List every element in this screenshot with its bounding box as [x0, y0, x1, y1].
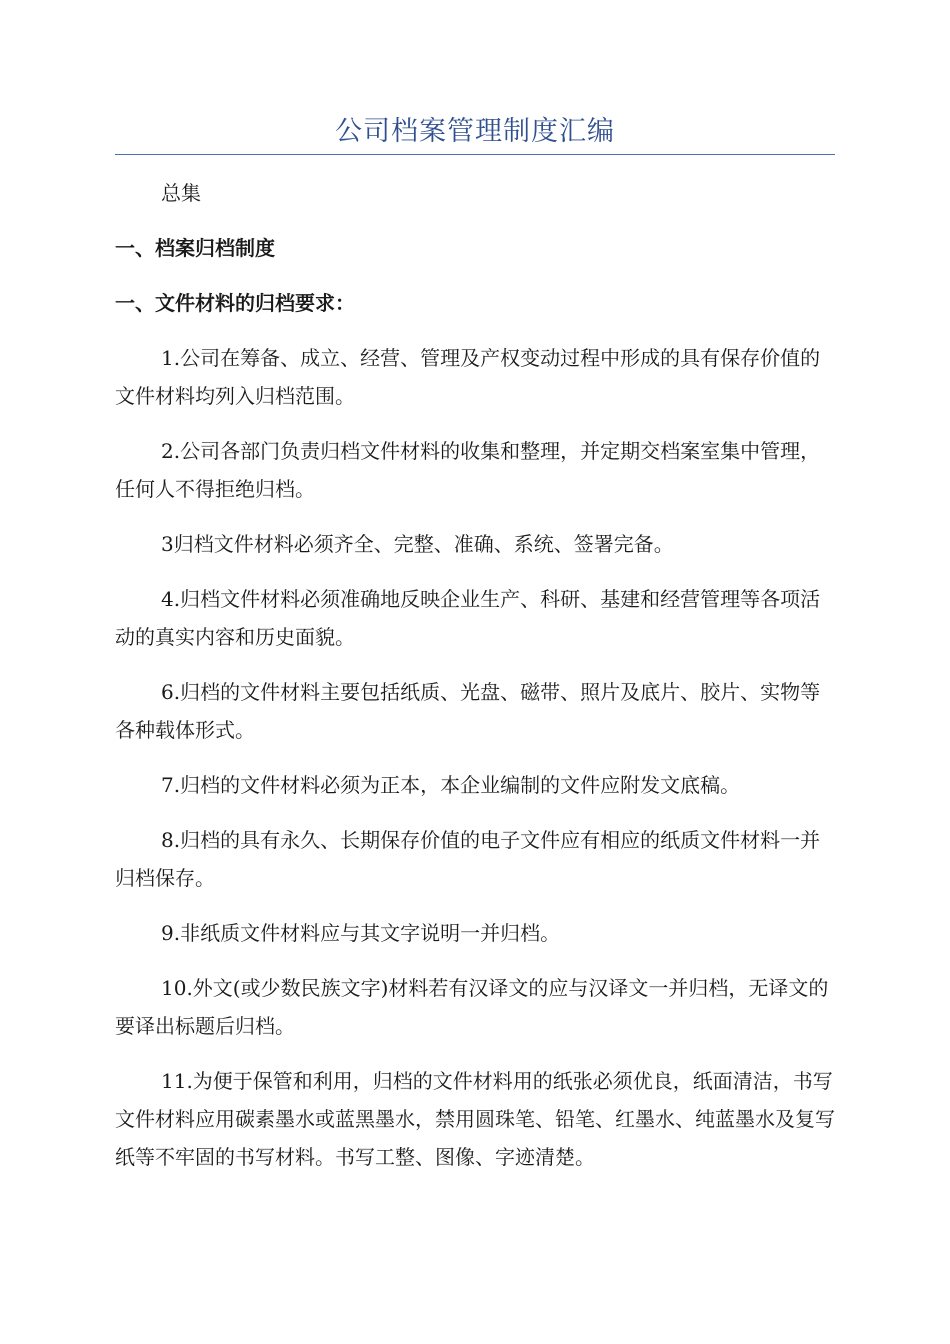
- collection-label: 总集: [161, 181, 201, 205]
- paragraph: 11.为便于保管和利用，归档的文件材料用的纸张必须优良，纸面清洁，书写文件材料应用碳素墨水或蓝黑墨水，禁用圆珠笔、铅笔、红墨水、纯蓝墨水及复写纸等不牢固的书写材料。书写工整、图像、字迹清楚。: [115, 1069, 835, 1169]
- title-underline: [115, 154, 835, 155]
- paragraph: 1.公司在筹备、成立、经营、管理及产权变动过程中形成的具有保存价值的文件材料均列入归档范围。: [115, 346, 821, 408]
- paragraph: 10.外文(或少数民族文字)材料若有汉译文的应与汉译文一并归档，无译文的要译出标题后归档。: [115, 976, 829, 1038]
- document-title: 公司档案管理制度汇编: [335, 116, 615, 147]
- paragraph: 2.公司各部门负责归档文件材料的收集和整理，并定期交档案室集中管理，任何人不得拒绝归档。: [115, 439, 821, 501]
- subsection-heading: 一、文件材料的归档要求：: [115, 291, 355, 315]
- paragraph: 4.归档文件材料必须准确地反映企业生产、科研、基建和经营管理等各项活动的真实内容和历史面貌。: [115, 587, 821, 649]
- paragraph: 6.归档的文件材料主要包括纸质、光盘、磁带、照片及底片、胶片、实物等各种载体形式。: [115, 680, 821, 742]
- paragraph: 3归档文件材料必须齐全、完整、准确、系统、签署完备。: [161, 532, 674, 556]
- document-body: [115, 174, 835, 1193]
- paragraph: 9.非纸质文件材料应与其文字说明一并归档。: [161, 921, 561, 945]
- paragraph: 8.归档的具有永久、长期保存价值的电子文件应有相应的纸质文件材料一并归档保存。: [115, 828, 821, 890]
- paragraph: 7.归档的文件材料必须为正本，本企业编制的文件应附发文底稿。: [161, 773, 741, 797]
- section-heading: 一、档案归档制度: [115, 236, 275, 260]
